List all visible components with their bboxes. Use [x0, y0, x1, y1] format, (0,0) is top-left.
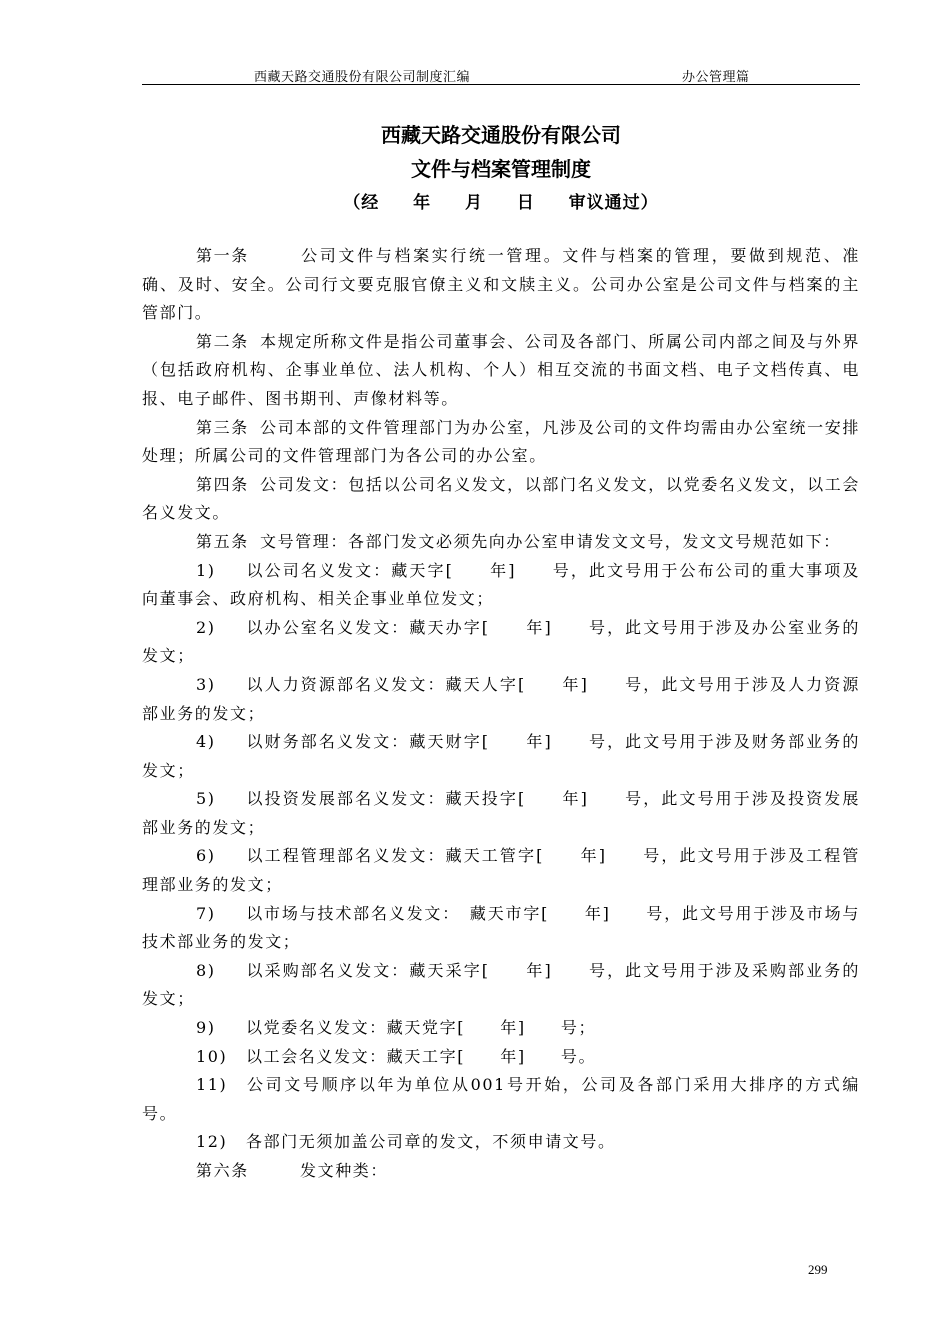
- article-text: 文号管理：各部门发文必须先向办公室申请发文文号，发文文号规范如下：: [260, 531, 841, 551]
- article-text: 本规定所称文件是指公司董事会、公司及各部门、所属公司内部之间及与外界（包括政府机构、企事业单位、法人机构、个人）相互交流的书面文档、电子文档传真、电报、电子邮件、图书期刊、声像材料等。: [142, 331, 860, 408]
- title-regulation: 文件与档案管理制度: [411, 157, 591, 181]
- list-item: 3) 以人力资源部名义发文：藏天人字[ 年] 号，此文号用于涉及人力资源部业务的发文；: [142, 674, 860, 723]
- article-label: 第三条: [196, 417, 249, 437]
- list-item: 9) 以党委名义发文：藏天党字[ 年] 号；: [196, 1018, 597, 1038]
- running-header: [142, 66, 860, 84]
- page-number: 299: [808, 1262, 828, 1277]
- article-text: 发文种类：: [300, 1161, 389, 1180]
- article-1: [142, 242, 860, 328]
- article-4: [142, 471, 860, 528]
- article-2: [142, 328, 860, 414]
- article-label: 第五条: [196, 531, 249, 551]
- article-text: 公司文件与档案实行统一管理。文件与档案的管理，要做到规范、准确、及时、安全。公司行文要克服官僚主义和文牍主义。公司办公室是公司文件与档案的主管部门。: [142, 246, 860, 323]
- article-label: 第一条: [196, 246, 249, 265]
- list-item: 7) 以市场与技术部名义发文： 藏天市字[ 年] 号，此文号用于涉及市场与技术部业务的发文；: [142, 903, 860, 952]
- article-label: 第六条: [196, 1161, 249, 1180]
- list-item: 6) 以工程管理部名义发文：藏天工管字[ 年] 号，此文号用于涉及工程管理部业务的发文；: [142, 846, 860, 895]
- list-item: 8) 以采购部名义发文：藏天采字[ 年] 号，此文号用于涉及采购部业务的发文；: [142, 960, 860, 1009]
- header-section-title: 办公管理篇: [682, 70, 750, 85]
- article-text: 公司发文：包括以公司名义发文，以部门名义发文，以党委名义发文，以工会名义发文。: [142, 474, 860, 523]
- list-item: 2) 以办公室名义发文：藏天办字[ 年] 号，此文号用于涉及办公室业务的发文；: [142, 617, 860, 666]
- title-company: 西藏天路交通股份有限公司: [381, 123, 621, 147]
- list-item: 5) 以投资发展部名义发文：藏天投字[ 年] 号，此文号用于涉及投资发展部业务的发文；: [142, 789, 860, 837]
- article-text: 公司本部的文件管理部门为办公室，凡涉及公司的文件均需由办公室统一安排处理；所属公司的文件管理部门为各公司的办公室。: [142, 417, 860, 466]
- document-title: [142, 118, 860, 220]
- list-item: 12) 各部门无须加盖公司章的发文，不须申请文号。: [196, 1132, 616, 1152]
- article-label: 第四条: [196, 474, 249, 494]
- article-3: [142, 414, 860, 471]
- title-approval-note: （经 年 月 日 审议通过）: [343, 193, 659, 213]
- document-body: [142, 242, 860, 1186]
- header-company-title: 西藏天路交通股份有限公司制度汇编: [254, 70, 471, 85]
- list-item: 1) 以公司名义发文：藏天字[ 年] 号，此文号用于公布公司的重大事项及向董事会、政府机构、相关企事业单位发文；: [142, 560, 860, 609]
- list-item: 10) 以工会名义发文：藏天工字[ 年] 号。: [196, 1046, 597, 1066]
- list-item: 11) 公司文号顺序以年为单位从001号开始，公司及各部门采用大排序的方式编号。: [142, 1075, 860, 1123]
- article-6: [142, 1157, 860, 1186]
- article-5: [142, 528, 860, 557]
- list-item: 4) 以财务部名义发文：藏天财字[ 年] 号，此文号用于涉及财务部业务的发文；: [142, 732, 860, 780]
- article-label: 第二条: [196, 331, 249, 351]
- header-divider: [142, 84, 860, 85]
